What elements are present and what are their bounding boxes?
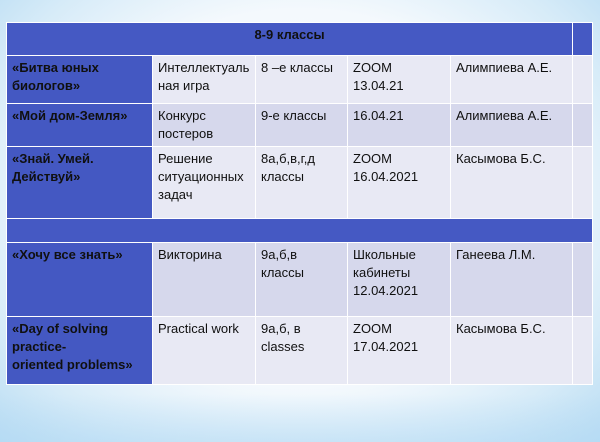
event-classes: 8а,б,в,г,д классы <box>256 147 348 219</box>
event-where: Школьные кабинеты 12.04.2021 <box>348 243 451 317</box>
event-form: Интеллектуаль ная игра <box>153 56 256 104</box>
table-row <box>7 317 593 385</box>
event-classes: 9а,б,в классы <box>256 243 348 317</box>
event-teacher: Ганеева Л.М. <box>451 243 573 317</box>
event-where: ZOOM 16.04.2021 <box>348 147 451 219</box>
row-end-cell <box>573 317 593 385</box>
event-teacher: Алимпиева А.Е. <box>451 56 573 104</box>
event-teacher: Касымова Б.С. <box>451 147 573 219</box>
event-form: Решение ситуационных задач <box>153 147 256 219</box>
event-where: ZOOM 13.04.21 <box>348 56 451 104</box>
table-row <box>7 104 593 147</box>
event-where: ZOOM 17.04.2021 <box>348 317 451 385</box>
row-end-cell <box>573 243 593 317</box>
event-name: «Битва юных биологов» <box>7 56 153 104</box>
table-row <box>7 243 593 317</box>
row-end-cell <box>573 56 593 104</box>
event-classes: 8 –е классы <box>256 56 348 104</box>
row-end-cell <box>573 104 593 147</box>
table-row <box>7 56 593 104</box>
event-teacher: Алимпиева А.Е. <box>451 104 573 147</box>
event-classes: 9а,б, в classes <box>256 317 348 385</box>
event-name: «Знай. Умей. Действуй» <box>7 147 153 219</box>
event-name: «Хочу все знать» <box>7 243 153 317</box>
event-form: Конкурс постеров <box>153 104 256 147</box>
table-title: 8-9 классы <box>7 23 573 56</box>
title-row-end-cell <box>573 23 593 56</box>
row-end-cell <box>573 147 593 219</box>
event-form: Practical work <box>153 317 256 385</box>
event-name: «Day of solving practice- oriented problems» <box>7 317 153 385</box>
event-form: Викторина <box>153 243 256 317</box>
background-glow <box>0 394 600 442</box>
event-where: 16.04.21 <box>348 104 451 147</box>
table-title-row <box>7 23 593 56</box>
table-row <box>7 147 593 219</box>
event-name: «Мой дом-Земля» <box>7 104 153 147</box>
schedule-table <box>6 22 593 385</box>
event-classes: 9-е классы <box>256 104 348 147</box>
event-teacher: Касымова Б.С. <box>451 317 573 385</box>
section-separator-row <box>7 219 593 243</box>
section-separator <box>7 219 593 243</box>
